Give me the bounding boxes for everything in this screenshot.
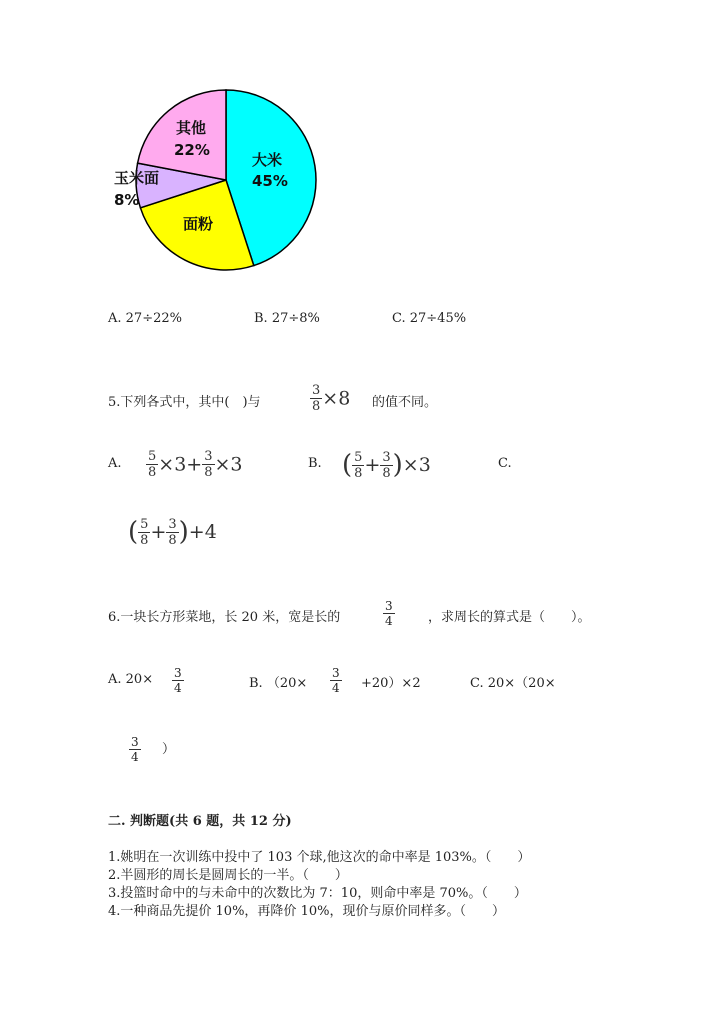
fraction-numerator: 5 <box>140 516 149 532</box>
q6-option-c: C. 20×（20× <box>470 676 556 691</box>
fraction-denominator: 8 <box>168 532 177 548</box>
fraction <box>352 451 364 480</box>
expression-operator: ×3 <box>214 453 243 476</box>
close-paren: ) <box>392 450 403 480</box>
open-paren: ( <box>342 450 353 480</box>
slice-label-cornmeal: 玉米面 <box>114 169 160 187</box>
fraction-numerator: 3 <box>332 666 340 680</box>
pie-chart <box>0 0 360 290</box>
q5-question-prefix: 5.下列各式中，其中( )与 <box>108 395 261 410</box>
fraction-denominator: 8 <box>140 532 149 548</box>
slice-label-flour: 面粉 <box>183 215 214 233</box>
fraction-numerator: 3 <box>385 599 393 613</box>
expression-operator: +4 <box>188 521 217 543</box>
q5-option-b-expression <box>342 450 431 480</box>
fraction-denominator: 4 <box>385 614 393 628</box>
slice-percent-rice: 45% <box>252 172 288 190</box>
q5-option-a-expression <box>146 450 243 479</box>
q5-option-b-label: B. <box>308 456 322 471</box>
q6-option-b-fraction <box>330 667 342 694</box>
fraction-numerator: 3 <box>382 449 391 465</box>
fraction <box>166 518 178 547</box>
judge-item-2: 2.半圆形的周长是圆周长的一半。（ ） <box>108 868 348 883</box>
q6-question-suffix: ，求周长的算式是（ ）。 <box>428 610 591 625</box>
judge-item-1: 1.姚明在一次训练中投中了 103 个球,他这次的命中率是 103%。（ ） <box>108 850 531 865</box>
q6-fraction <box>383 600 395 627</box>
fraction-numerator: 5 <box>148 449 157 464</box>
section-title: 二. 判断题(共 6 题，共 12 分) <box>108 814 292 829</box>
q5-option-a-label: A. <box>108 456 122 471</box>
slice-percent-cornmeal: 8% <box>114 191 140 209</box>
fraction-numerator: 3 <box>312 383 321 398</box>
judge-item-3: 3.投篮时命中的与未命中的次数比为 7：10，则命中率是 70%。（ ） <box>108 886 527 901</box>
q6-question-prefix: 6.一块长方形菜地，长 20 米，宽是长的 <box>108 610 341 625</box>
slice-label-other: 其他 <box>176 119 207 137</box>
open-paren: ( <box>128 517 139 547</box>
fraction <box>138 518 150 547</box>
fraction-denominator: 4 <box>131 750 139 764</box>
fraction-numerator: 3 <box>168 516 177 532</box>
fraction-denominator: 4 <box>332 681 340 695</box>
slice-label-rice: 大米 <box>252 151 283 169</box>
q5-option-c-label: C. <box>498 456 512 471</box>
expression-operator: ×3+ <box>158 453 203 476</box>
fraction-denominator: 8 <box>148 465 157 480</box>
fraction <box>380 451 392 480</box>
q6-option-c-tail: ） <box>162 742 176 757</box>
q5-expression <box>310 384 350 413</box>
q5-question-suffix: 的值不同。 <box>372 395 438 410</box>
q6-option-a-fraction <box>172 667 184 694</box>
q4-option-b: B. 27÷8% <box>254 311 320 326</box>
expression-operator: ×3 <box>402 454 431 476</box>
q6-option-b-prefix: B. （20× <box>249 676 308 691</box>
close-paren: ) <box>178 517 189 547</box>
q5-expression-fraction <box>310 384 322 413</box>
fraction <box>202 450 214 479</box>
fraction-numerator: 3 <box>204 449 213 464</box>
fraction-denominator: 8 <box>382 465 391 481</box>
q6-option-b-suffix: +20）×2 <box>361 676 421 691</box>
fraction-numerator: 3 <box>174 666 182 680</box>
fraction-numerator: 5 <box>354 449 363 465</box>
expression-times: ×8 <box>322 387 351 410</box>
q6-option-c-fraction <box>129 736 141 763</box>
expression-operator: + <box>150 521 167 543</box>
fraction-denominator: 8 <box>312 399 321 414</box>
fraction-denominator: 8 <box>204 465 213 480</box>
q4-option-a: A. 27÷22% <box>108 311 182 326</box>
expression-operator: + <box>364 454 381 476</box>
slice-percent-other: 22% <box>174 141 210 159</box>
q6-option-a: A. 20× <box>108 672 154 687</box>
fraction-denominator: 8 <box>354 465 363 481</box>
judge-item-4: 4.一种商品先提价 10%，再降价 10%，现价与原价同样多。（ ） <box>108 904 505 919</box>
fraction <box>146 450 158 479</box>
q4-option-c: C. 27÷45% <box>392 311 467 326</box>
q5-option-c-expression <box>128 517 217 547</box>
fraction-denominator: 4 <box>174 681 182 695</box>
fraction-numerator: 3 <box>131 735 139 749</box>
